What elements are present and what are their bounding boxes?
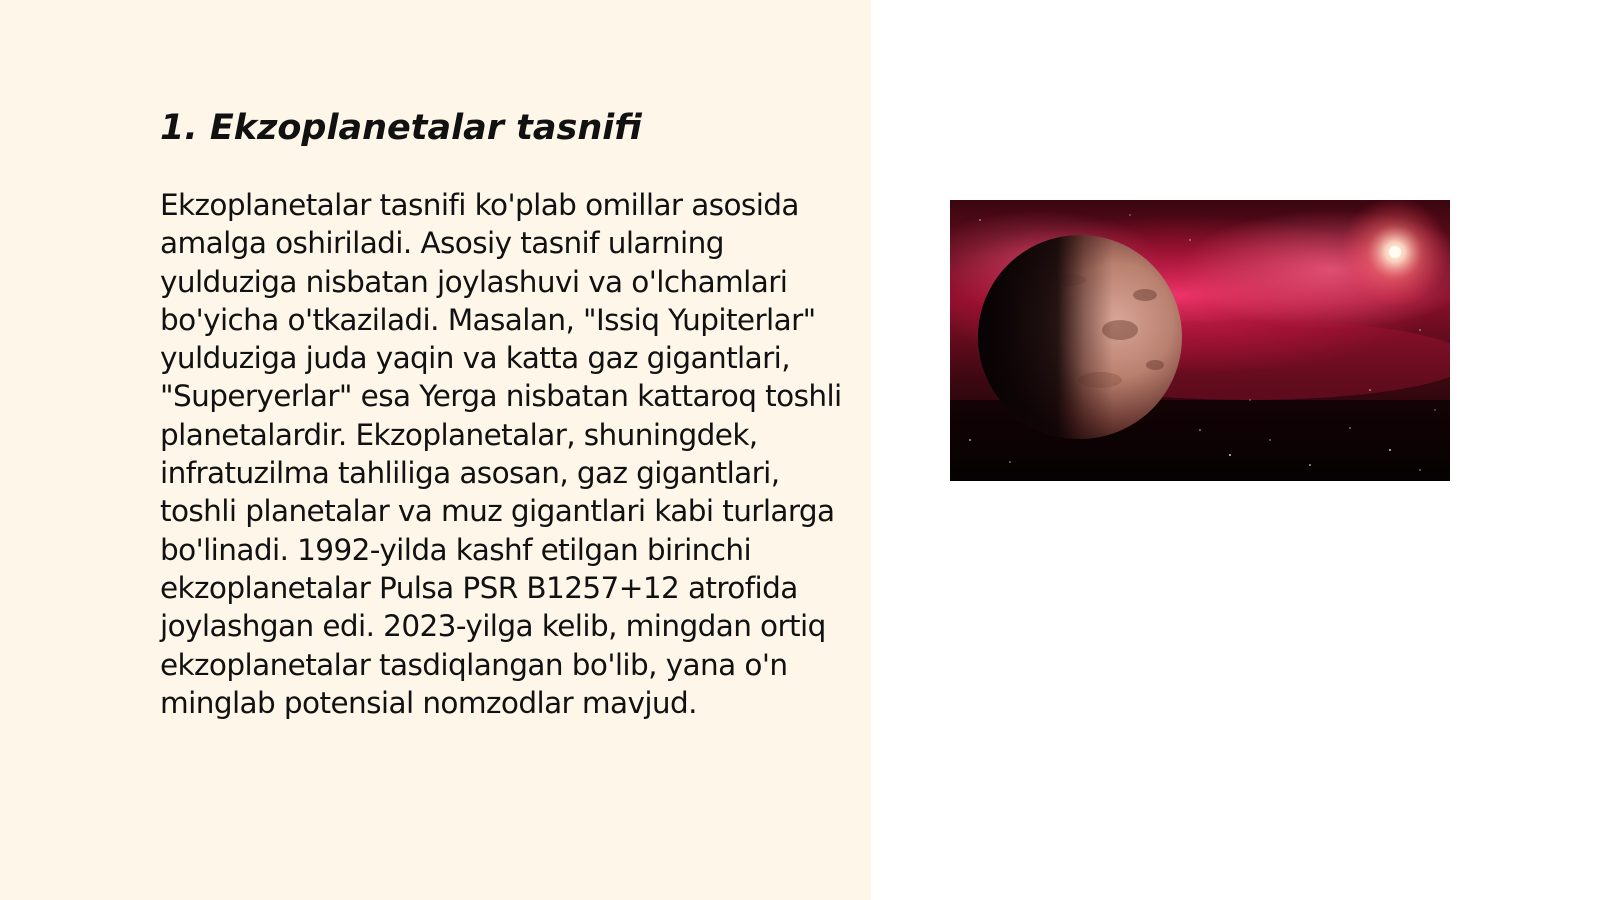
exoplanet-image <box>950 200 1450 481</box>
slide-title: 1. Ekzoplanetalar tasnifi <box>160 108 642 148</box>
exoplanet-illustration <box>950 200 1450 481</box>
slide-body-text: Ekzoplanetalar tasnifi ko'plab omillar asosida amalga oshiriladi. Asosiy tasnif ularning yulduziga nisbatan joylashuvi va o'lchamlari bo'yicha o'tkaziladi. Masalan, "Issiq Yupiterlar" yulduziga juda yaqin va katta gaz gigantlari, "Superyerlar" esa Yerga nisbatan kattaroq toshli planetalardir. Ekzoplanetalar, shuningdek, infratuzilma tahliliga asosan, gaz gigantlari, toshli planetalar va muz gigantlari kabi turlarga bo'linadi. 1992-yilda kashf etilgan birinchi ekzoplanetalar Pulsa PSR B1257+12 atrofida joylashgan edi. 2023-yilga kelib, mingdan ortiq ekzoplanetalar tasdiqlangan bo'lib, yana o'n minglab potensial nomzodlar mavjud. <box>160 188 842 720</box>
